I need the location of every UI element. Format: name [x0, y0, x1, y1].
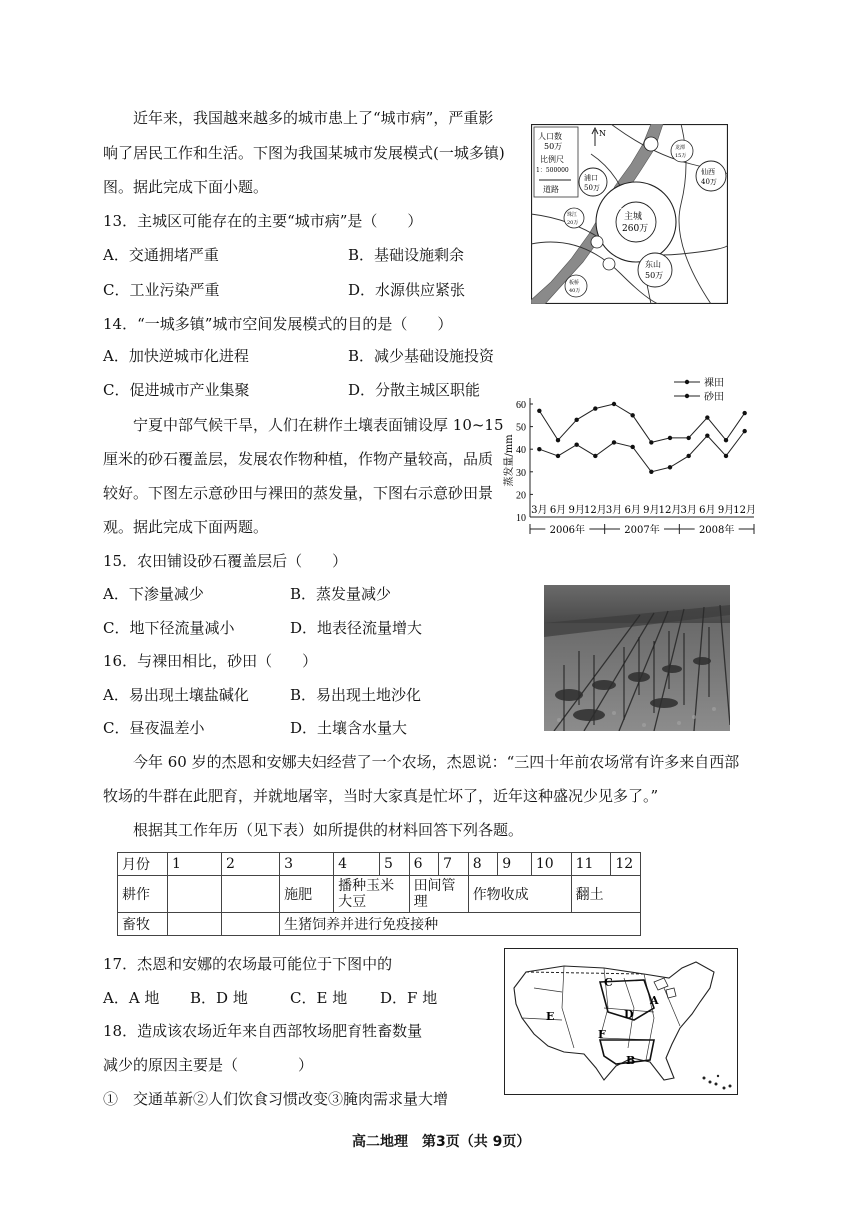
q18-items: ① 交通革新②人们饮食习惯改变③腌肉需求量大增 [103, 1090, 449, 1108]
q14-option-d[interactable]: D．分散主城区职能 [348, 381, 481, 399]
map-label-b: B [626, 1054, 636, 1067]
q15-option-a[interactable]: A．下渗量减少 [103, 585, 204, 603]
table-cell: 月份 [118, 853, 168, 876]
evaporation-chart [478, 374, 760, 539]
x-tick-label: 3月 [531, 505, 548, 516]
legend-pop-label: 人口数 [538, 132, 562, 141]
table-cell: 5 [380, 853, 410, 876]
table-cell: 2 [221, 853, 279, 876]
q15-option-c[interactable]: C．地下径流量减小 [103, 619, 235, 637]
data-point [574, 442, 578, 446]
data-point [668, 436, 672, 440]
table-cell: 1 [167, 853, 221, 876]
q16-option-c[interactable]: C．昼夜温差小 [103, 719, 205, 737]
table-cell: 8 [468, 853, 498, 876]
x-tick-label: 6月 [624, 505, 641, 516]
q15-option-b[interactable]: B．蒸发量减少 [290, 585, 392, 603]
table-cell: 播种玉米大豆 [334, 876, 409, 913]
x-tick-label: 9月 [717, 505, 735, 516]
data-point [724, 438, 728, 442]
map-label-c: C [604, 976, 613, 989]
data-point [705, 433, 709, 437]
q15-option-d[interactable]: D．地表径流量增大 [290, 619, 423, 637]
q16-stem: 16．与裸田相比，砂田（ ） [103, 652, 318, 670]
intro1-line3: 图。据此完成下面小题。 [103, 178, 269, 196]
x-tick-label: 6月 [549, 505, 567, 516]
intro3-line1: 今年 60 岁的杰恩和安娜夫妇经营了一个农场，杰恩说：“三四十年前农场常有许多来自西部 [133, 753, 740, 771]
intro1-line2: 响了居民工作和生活。下图为我国某城市发展模式(一城多镇) [103, 144, 505, 162]
table-cell: 4 [334, 853, 380, 876]
table-cell: 畜牧 [118, 913, 168, 936]
legend-marker [685, 380, 689, 384]
x-tick-label: 12月 [733, 505, 757, 516]
town-name: 主城 [624, 212, 643, 222]
data-point [724, 454, 728, 458]
town-name: 浦口 [584, 174, 598, 182]
data-point [574, 418, 578, 422]
series-line-1 [539, 431, 744, 472]
city-development-map [531, 124, 728, 304]
data-point [593, 406, 597, 410]
data-point [556, 454, 560, 458]
town-pop: 15万 [675, 153, 687, 159]
table-cell: 9 [498, 853, 532, 876]
q17-option-b[interactable]: B．D 地 [190, 989, 248, 1007]
us-regions-map [504, 948, 738, 1095]
y-tick-label: 20 [516, 490, 526, 502]
x-tick-label: 3月 [605, 505, 623, 516]
table-cell: 施肥 [280, 876, 334, 913]
intro2-line1: 宁夏中部气候干旱，人们在耕作土壤表面铺设厚 10~15 [133, 416, 504, 434]
q13-option-b[interactable]: B．基础设施剩余 [348, 246, 465, 264]
legend-scale-label: 比例尺 [540, 155, 564, 164]
table-cell [167, 876, 221, 913]
data-point [630, 413, 634, 417]
intro2-line4: 观。据此完成下面两题。 [103, 518, 269, 536]
data-point [612, 402, 616, 406]
map-label-d: D [624, 1008, 634, 1021]
x-tick-label: 9月 [643, 505, 660, 516]
q14-option-a[interactable]: A．加快逆城市化进程 [103, 347, 249, 365]
data-point [686, 436, 690, 440]
town-pop: 40万 [701, 178, 717, 186]
y-tick-label: 10 [516, 513, 526, 524]
table-cell: 作物收成 [468, 876, 571, 913]
x-tick-label: 12月 [583, 505, 607, 516]
data-point [742, 429, 746, 433]
y-tick-label: 60 [516, 400, 526, 411]
table-cell: 翻土 [571, 876, 640, 913]
sand-field-photo [544, 585, 730, 731]
table-cell: 生猪饲养并进行免疫接种 [280, 913, 641, 936]
legend-marker [685, 394, 689, 398]
data-point [705, 415, 709, 419]
q16-option-a[interactable]: A．易出现土壤盐碱化 [103, 686, 249, 704]
town-name: 仙西 [701, 168, 715, 176]
data-point [593, 454, 597, 458]
q16-option-b[interactable]: B．易出现土地沙化 [290, 686, 422, 704]
year-label: 2007年 [624, 525, 660, 536]
town-name: 珠江 [567, 212, 578, 218]
intro3-line2: 牧场的牛群在此肥育，并就地屠宰，当时大家真是忙坏了，近年这种盛况少见多了。” [103, 787, 659, 805]
data-point [612, 440, 616, 444]
town-name: 东山 [645, 260, 661, 269]
data-point [537, 409, 541, 413]
intro1-line1: 近年来，我国越来越多的城市患上了“城市病”，严重影 [133, 109, 494, 127]
data-point [686, 454, 690, 458]
data-point [537, 447, 541, 451]
q13-option-d[interactable]: D．水源供应紧张 [348, 281, 466, 299]
town-pop: 50万 [584, 184, 600, 192]
q14-stem: 14．“一城多镇”城市空间发展模式的目的是（ ） [103, 315, 453, 333]
data-point [649, 470, 653, 474]
legend-pop-value: 50万 [544, 142, 563, 151]
q15-stem: 15．农田铺设砂石覆盖层后（ ） [103, 552, 348, 570]
q14-option-c[interactable]: C．促进城市产业集聚 [103, 381, 250, 399]
table-cell: 6 [409, 853, 439, 876]
town-name: 龙潭 [675, 145, 686, 151]
q17-option-a[interactable]: A．A 地 [103, 989, 160, 1007]
table-cell [167, 913, 221, 936]
table-cell: 田间管理 [409, 876, 468, 913]
town-pop: 50万 [645, 271, 664, 280]
table-row [118, 876, 641, 913]
data-point [556, 438, 560, 442]
x-tick-label: 9月 [568, 505, 585, 516]
y-tick-label: 40 [516, 445, 526, 457]
legend-label: 裸田 [704, 378, 724, 389]
table-cell: 12 [611, 853, 641, 876]
table-cell [221, 876, 279, 913]
q14-option-b[interactable]: B．减少基础设施投资 [348, 347, 495, 365]
legend-scale-value: 1：500000 [536, 167, 569, 174]
table-row [118, 853, 641, 876]
x-tick-label: 6月 [699, 505, 716, 516]
q13-option-a[interactable]: A．交通拥堵严重 [103, 246, 219, 264]
x-tick-label: 12月 [658, 505, 682, 516]
q13-option-c[interactable]: C．工业污染严重 [103, 281, 220, 299]
q17-option-c[interactable]: C．E 地 [290, 989, 348, 1007]
data-point [742, 411, 746, 415]
table-row [118, 913, 641, 936]
year-label: 2008年 [698, 525, 735, 536]
intro2-line3: 较好。下图左示意砂田与裸田的蒸发量，下图右示意砂田景 [103, 484, 494, 502]
year-label: 2006年 [549, 525, 586, 536]
legend-label: 砂田 [704, 392, 724, 403]
north-label: N [599, 129, 606, 138]
data-point [668, 465, 672, 469]
q17-stem: 17．杰恩和安娜的农场最可能位于下图中的 [103, 955, 393, 973]
table-cell: 10 [531, 853, 571, 876]
table-cell [221, 913, 279, 936]
page-footer: 高二地理 第3页（共 9页） [352, 1134, 531, 1150]
town-pop: 40万 [569, 288, 581, 294]
table-cell: 11 [571, 853, 611, 876]
y-tick-label: 50 [516, 422, 526, 434]
y-axis-label: 蒸发量/mm [504, 434, 515, 487]
map-label-a: A [650, 994, 659, 1007]
legend-road-label: 道路 [543, 185, 559, 194]
map-label-f: F [598, 1028, 606, 1041]
river-label: 长 [601, 229, 611, 239]
intro3-line3: 根据其工作年历（见下表）如所提供的材料回答下列各题。 [133, 821, 524, 839]
data-point [649, 440, 653, 444]
q18-stem-line2: 减少的原因主要是（ ） [103, 1056, 314, 1074]
q18-stem-line1: 18．造成该农场近年来自西部牧场肥育牲畜数量 [103, 1022, 423, 1040]
y-tick-label: 30 [516, 467, 526, 479]
data-point [630, 445, 634, 449]
table-cell: 3 [280, 853, 334, 876]
work-calendar-table [117, 852, 641, 936]
q13-stem: 13．主城区可能存在的主要“城市病”是（ ） [103, 212, 423, 230]
x-tick-label: 3月 [680, 505, 697, 516]
q17-option-d[interactable]: D．F 地 [380, 989, 438, 1007]
town-pop: 20万 [567, 220, 579, 226]
table-cell: 7 [439, 853, 469, 876]
river-label: 江 [613, 202, 623, 212]
intro2-line2: 厘米的砂石覆盖层，发展农作物种植，作物产量较高，品质 [103, 450, 494, 468]
q16-option-d[interactable]: D．土壤含水量大 [290, 719, 408, 737]
map-label-e: E [546, 1010, 555, 1023]
series-line-0 [539, 404, 744, 442]
town-pop: 260万 [622, 224, 649, 234]
table-cell: 耕作 [118, 876, 168, 913]
town-name: 板桥 [569, 280, 580, 286]
